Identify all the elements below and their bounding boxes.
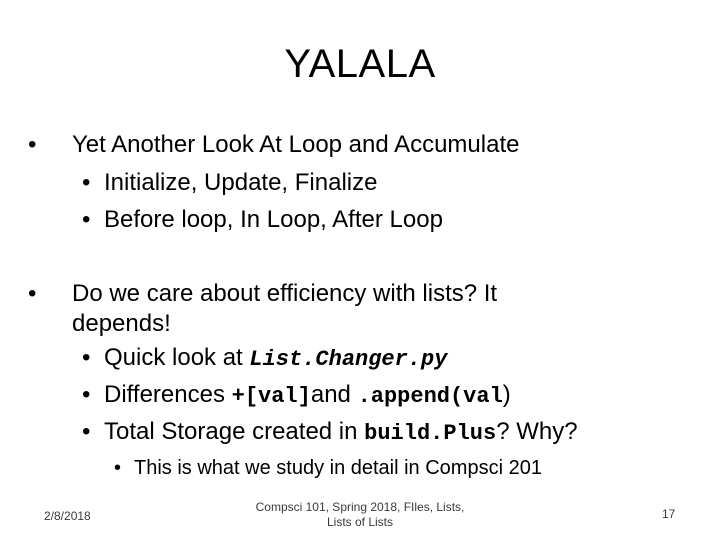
buildplus-code: build.Plus — [364, 421, 497, 446]
differences-text: Differences — [104, 381, 232, 408]
sub-bullet-quick-look — [104, 344, 447, 374]
append-code: .append(val — [357, 384, 503, 409]
slide-title: YALALA — [284, 42, 436, 86]
bullet-efficiency-line2: depends! — [72, 310, 171, 337]
listchanger-code: List.Changer.py — [249, 347, 448, 372]
why-text: ? Why? — [496, 418, 578, 445]
bullet-glyph: • — [82, 344, 91, 371]
footer-course — [230, 500, 490, 530]
footer-course-line1: Compsci 101, Spring 2018, FIles, Lists, — [255, 500, 465, 514]
closing-paren-text: ) — [502, 381, 511, 408]
footer-date: 2/8/2018 — [44, 509, 91, 523]
sub-sub-bullet-compsci201: This is what we study in detail in Compsci 201 — [134, 457, 542, 479]
bullet-glyph: • — [114, 457, 122, 479]
bullet-loop-accumulate: Yet Another Look At Loop and Accumulate — [72, 131, 520, 158]
footer-page-number: 17 — [662, 507, 676, 521]
bullet-glyph: • — [28, 131, 37, 158]
bullet-glyph: • — [82, 418, 91, 445]
total-storage-text: Total Storage created in — [104, 418, 365, 445]
and-text: and — [310, 381, 358, 408]
quick-look-text: Quick look at — [104, 344, 250, 371]
bullet-glyph: • — [82, 169, 91, 196]
sub-bullet-total-storage — [104, 418, 578, 448]
sub-bullet-differences — [104, 381, 511, 411]
bullet-efficiency-line1: Do we care about efficiency with lists? It — [72, 280, 498, 307]
bullet-glyph: • — [28, 280, 37, 307]
sub-bullet-initialize: Initialize, Update, Finalize — [104, 169, 378, 196]
sub-bullet-before-loop: Before loop, In Loop, After Loop — [104, 206, 443, 233]
bullet-glyph: • — [82, 206, 91, 233]
bullet-glyph: • — [82, 381, 91, 408]
footer-course-line2: Lists of Lists — [326, 515, 394, 529]
plus-val-code: +[val] — [231, 384, 311, 409]
